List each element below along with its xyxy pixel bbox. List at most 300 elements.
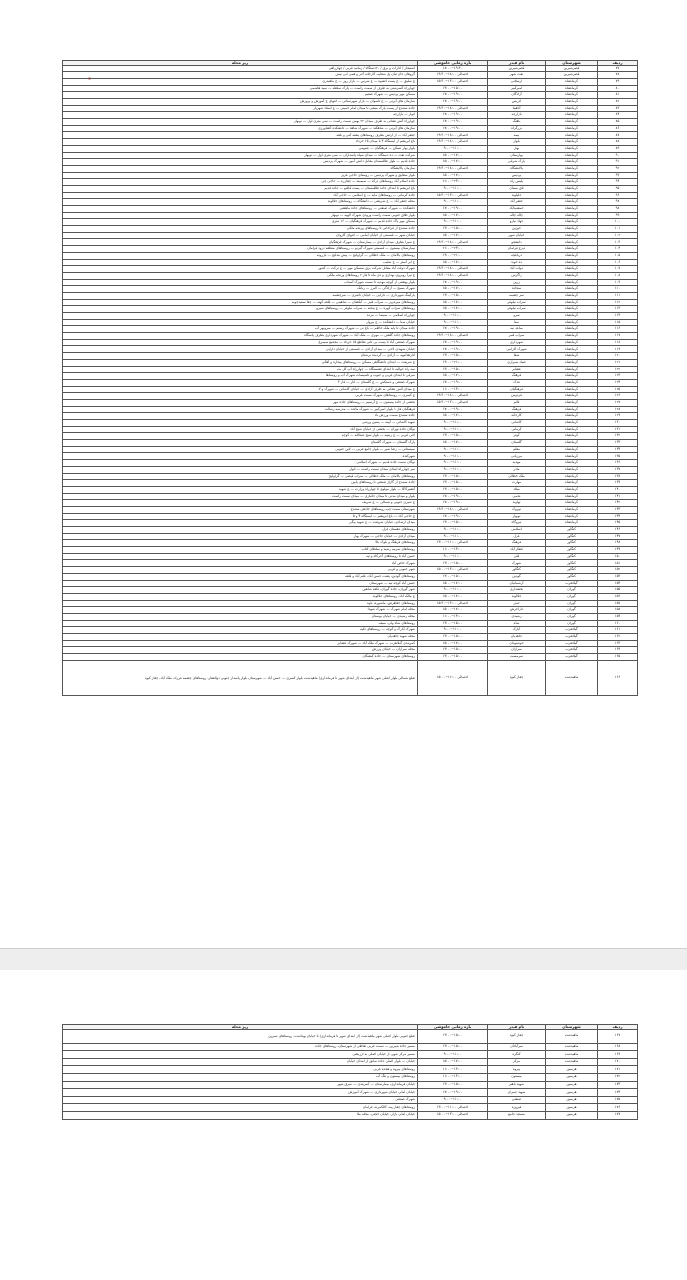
cell-feeder: بیستون: [488, 1073, 546, 1081]
cell-row-number: ۱۲۰: [598, 353, 638, 360]
cell-row-number: ۱۶۴: [598, 647, 638, 654]
cell-time: ۱۵:۰۰−۱۷:۰۰: [418, 413, 488, 420]
cell-row-number: ۱۶۸: [598, 1043, 638, 1051]
cell-row-number: ۱۴۲: [598, 500, 638, 507]
header-city: شهرستان: [546, 1025, 598, 1030]
cell-row-number: ۱۲۲: [598, 366, 638, 373]
cell-row-number: ۹۰: [598, 152, 638, 159]
cell-area: شهرستان سمت چپ روستاهای جادهی سنندج: [63, 506, 418, 513]
cell-time: ۱۳:۰۰−۱۵:۰۰: [418, 433, 488, 440]
cell-row-number: ۱۶۶: [598, 660, 638, 695]
cell-city: ماهیدشت: [546, 1043, 598, 1051]
cell-row-number: ۱۳۴: [598, 446, 638, 453]
table-row: [63, 547, 638, 554]
cell-city: کرمانشاه: [546, 386, 598, 393]
cell-row-number: ۱۱۶: [598, 326, 638, 333]
table-row: [63, 587, 638, 594]
cell-area: روستاهای پیروه و هجده غربی: [63, 1066, 418, 1074]
cell-area: روستاهای جغاهرش، ماشوره، باوه: [63, 600, 418, 607]
table-row: [63, 346, 638, 353]
cell-area: ضلع جنوبی بلوار اصلی شهر ماهیدشت (از ابتدای شهر تا فرمانداری) تا خیابان بهداشت، روستاهای شیرین: [63, 1029, 418, 1043]
cell-row-number: ۱۵۸: [598, 607, 638, 614]
cell-time: ۹:۰۰−۱۱:۰۰: [418, 199, 488, 206]
cell-area: خیابان — بلوار اصلی جاده سابق از ابتدای خیابان: [63, 1058, 418, 1066]
cell-row-number: ۱۶۳: [598, 640, 638, 647]
cell-feeder: ده خوند: [488, 259, 546, 266]
cell-area: انوار — بازارچه: [63, 112, 418, 119]
table-row: [63, 165, 638, 172]
cell-row-number: ۹۸: [598, 206, 638, 213]
cell-feeder: بهارستان: [488, 152, 546, 159]
cell-row-number: ۱۱۹: [598, 346, 638, 353]
table-row: [63, 206, 638, 213]
cell-city: گیلانغرب: [546, 640, 598, 647]
cell-area: شهرک صنعتی و دستکش — ج گلستان — انار — فاز ۳: [63, 379, 418, 386]
table-row: [63, 199, 638, 206]
table-row: [63, 600, 638, 607]
cell-feeder: گلستان: [488, 440, 546, 447]
table-row: [63, 232, 638, 239]
cell-time: ۱۷:۰۰−۱۹:۰۰: [418, 1089, 488, 1097]
header-feeder: نام فیدر: [488, 61, 546, 66]
table-row: [63, 1066, 638, 1074]
table-row: [63, 145, 638, 152]
cell-time: ۱۵:۰۰−۱۷:۰۰: [418, 232, 488, 239]
cell-time: ۱۵:۰۰−۱۷:۰۰: [418, 440, 488, 447]
cell-feeder: سراب قنبر: [488, 333, 546, 340]
cell-area: شهرکنده: [63, 453, 418, 460]
cell-time: احتمالی ۱۸:۰۰−۱۹:۳۰: [418, 333, 488, 340]
table-row: [63, 333, 638, 340]
cell-area: چهارراه آتش نشانی به طرف میدان ۲۲ بهمن سمت راست — سی متری اول — نوبهار: [63, 119, 418, 126]
cell-area: شهرک دولت آباد مقابل شرکت برق سسکن مهر — ج ترکت — کنتور: [63, 266, 418, 273]
cell-feeder: امیرکبیر: [488, 85, 546, 92]
cell-row-number: ۱۵۰: [598, 553, 638, 560]
cell-city: کرمانشاه: [546, 119, 598, 126]
cell-area: روستاهای بالامان — ملک خطائی — گراولیج — پیش بندلیج — بازرونه: [63, 252, 418, 259]
table-row: [63, 567, 638, 574]
cell-feeder: کارخانه: [488, 413, 546, 420]
cell-time: احتمالی ۱۱:۰۰−۱۳:۰۰: [418, 540, 488, 547]
cell-area: جعفر آباد — از ارتش بطرف روستاهای پشته کنی و بلقه: [63, 132, 418, 139]
table-row: [63, 132, 638, 139]
cell-city: کرمانشاه: [546, 259, 598, 266]
cell-city: کرمانشاه: [546, 393, 598, 400]
cell-feeder: سرو: [488, 313, 546, 320]
cell-time: ۱۵:۰۰−۱۷:۰۰: [418, 640, 488, 647]
cell-city: کرمانشاه: [546, 185, 598, 192]
cell-row-number: ۱۴۵: [598, 520, 638, 527]
cell-area: شهرک آبارک و کوچه — روستاهای تکیه: [63, 627, 418, 634]
cell-time: ۹:۰۰−۱۱:۰۰: [418, 587, 488, 594]
cell-time: ۱۳:۰۰−۱۵:۰۰: [418, 620, 488, 627]
table-row: [63, 440, 638, 447]
table-row: [63, 172, 638, 179]
cell-city: کرمانشاه: [546, 99, 598, 106]
cell-feeder: مادر: [488, 466, 546, 473]
cell-feeder: جهاد نیارو: [488, 219, 546, 226]
cell-area: محله رشیدی — خیابان بوستان: [63, 613, 418, 620]
cell-row-number: ۱۰۴: [598, 246, 638, 253]
cell-feeder: سرازان: [488, 647, 546, 654]
table-row: [63, 433, 638, 440]
cell-city: کرمانشاه: [546, 486, 598, 493]
cell-time: ۹:۰۰−۱۱:۰۰: [418, 460, 488, 467]
cell-row-number: ۱۲۳: [598, 373, 638, 380]
cell-area: ج حاجی آباد — باغ ابریشم — ایستگاه ۴ و ۵: [63, 513, 418, 520]
cell-feeder: سرآبادان: [488, 1043, 546, 1051]
cell-time: احتمالی ۱۳:۰۰−۱۵:۳۰: [418, 78, 488, 85]
cell-row-number: ۱۵۴: [598, 580, 638, 587]
cell-city: کرمانشاه: [546, 379, 598, 386]
cell-time: ۹:۰۰−۱۱:۰۰: [418, 313, 488, 320]
cell-feeder: چغاز کبود: [488, 1029, 546, 1043]
cell-time: ۹:۰۰−۱۱:۰۰: [418, 627, 488, 634]
table-row: [63, 179, 638, 186]
header-feeder: نام فیدر: [488, 1025, 546, 1030]
cell-city: کرمانشاه: [546, 453, 598, 460]
table-row: [63, 1051, 638, 1059]
cell-feeder: فرهنگیان: [488, 386, 546, 393]
cell-feeder: نوبهار: [488, 513, 546, 520]
cell-city: کرمانشاه: [546, 319, 598, 326]
table-row: [63, 560, 638, 567]
cell-row-number: ۸۷: [598, 132, 638, 139]
cell-area: شهرک صنعتی آباد تا پست بی ثانی تقاطع ۱۵ خرداد — مجتمع سیمرغ: [63, 339, 418, 346]
cell-row-number: ۸۵: [598, 119, 638, 126]
header-row-number: ردیف: [598, 61, 638, 66]
cell-area: شرکت نفت — ده دستگاه — میدان سپاه پاسداران — سی متری اول — نوبهار: [63, 152, 418, 159]
cell-time: احتمالی ۱۳:۰۰−۱۵:۳۰: [418, 399, 488, 406]
cell-row-number: ۹۷: [598, 199, 638, 206]
cell-area: لانی غربی — ج زینبیه — بلوار شیخ عبدالله — کوچه: [63, 433, 418, 440]
cell-area: پارک گلستان — شهرک گلستان: [63, 440, 418, 447]
cell-area: مسیر مرکز شهر، از خیابان اصلی به ارزیشی: [63, 1051, 418, 1059]
cell-city: کنگاور: [546, 553, 598, 560]
cell-area: شهرک صنعتی: [63, 1096, 418, 1104]
cell-city: کرمانشاه: [546, 206, 598, 213]
cell-feeder: میلاد: [488, 486, 546, 493]
cell-feeder: زاگرس: [488, 272, 546, 279]
cell-area: ادارهدامهه — آزادی — گردیده برشتان: [63, 353, 418, 360]
cell-time: ۱۳:۰۰−۱۵:۰۰: [418, 226, 488, 233]
cell-feeder: آرشمانیان: [488, 580, 546, 587]
cell-feeder: فرهنگ: [488, 373, 546, 380]
cell-feeder: کوثر: [488, 433, 546, 440]
cell-time: ۱۵:۰۰−۱۷:۰۰: [418, 306, 488, 313]
cell-feeder: سر چشمه: [488, 292, 546, 299]
cell-area: روستاهای جاده گلشن — مهری — ملک آباد — شهرک شهرداری بطرف پاسگاه: [63, 333, 418, 340]
cell-time: ۱۹:۰۰−۲۱:۰۰: [418, 252, 488, 259]
cell-time: ۹:۰۰−۱۱:۰۰: [418, 533, 488, 540]
cell-feeder: شهرداری: [488, 339, 546, 346]
table-row: [63, 272, 638, 279]
cell-area: جاده میدان تا پایه ملک خاطم — باغ نی — شهرک رستم — سرونهر آب: [63, 326, 418, 333]
cell-area: ضلع شمالی بلوار اصلی شهر ماهیدشت (از ابتدای شهر تا فرمانداری) ماهیدشت بلوار کسری — حسن آباد — شهرستان بلوار پاسدار جنوبی ذوالفقار، روستاهای چشمه فرزاد، ملک آباد، چغاز کبود: [63, 660, 418, 695]
cell-row-number: ۱۷۰: [598, 1058, 638, 1066]
cell-city: کرمانشاه: [546, 520, 598, 527]
table-body-page-1: [63, 65, 638, 695]
cell-city: کرمانشاه: [546, 165, 598, 172]
cell-time: احتمالی ۱۸:۰۰−۱۹:۳۰: [418, 105, 488, 112]
cell-area: مسکن مهر پاک جاده قدیم — شهرک فرهنگیان — ۱۶ متری: [63, 219, 418, 226]
cell-area: روستاهای شهرستان — جاده کیشکان: [63, 654, 418, 661]
table-row: [63, 486, 638, 493]
table-row: [63, 460, 638, 467]
cell-feeder: حیدر: [488, 600, 546, 607]
table-row: [63, 634, 638, 641]
cell-area: حسن آباد کوچه تپه — شهرستان: [63, 580, 418, 587]
cell-row-number: ۱۱۲: [598, 299, 638, 306]
cell-time: احتمالی ۱۸:۰۰−۱۹:۳۰: [418, 132, 488, 139]
cell-time: ۱۷:۰۰−۱۹:۰۰: [418, 379, 488, 386]
cell-row-number: ۱۱۸: [598, 339, 638, 346]
cell-area: بلوار شقایق و شهرک پردیس — روستای حاجی عزیز: [63, 172, 418, 179]
cell-feeder: نهاوند: [488, 500, 546, 507]
cell-city: کرمانشاه: [546, 359, 598, 366]
cell-city: کرمانشاه: [546, 85, 598, 92]
cell-area: نوکان جاده تهران — بخشی از خیابان شیخ آباد: [63, 426, 418, 433]
cell-time: ۱۷:۰۰−۱۹:۰۰: [418, 99, 488, 106]
cell-time: ۱۱:۰۰−۱۳:۰۰: [418, 547, 488, 554]
cell-city: کرمانشاه: [546, 266, 598, 273]
cell-time: ۱۷:۰۰−۱۹:۰۰: [418, 493, 488, 500]
cell-row-number: ۸۰: [598, 85, 638, 92]
cell-row-number: ۸۲: [598, 99, 638, 106]
cell-time: ۱۵:۰۰−۱۷:۰۰: [418, 1058, 488, 1066]
cell-city: کرمانشاه: [546, 78, 598, 85]
cell-row-number: ۸۶: [598, 125, 638, 132]
cell-row-number: ۹۳: [598, 172, 638, 179]
cell-time: ۱۱:۰۰−۱۳:۰۰: [418, 613, 488, 620]
cell-time: ۱۱:۰۰−۱۳:۰۰: [418, 1073, 488, 1081]
cell-feeder: گودین: [488, 573, 546, 580]
cell-city: گوران: [546, 587, 598, 594]
cell-feeder: آزادگان: [488, 92, 546, 99]
table-row: [63, 399, 638, 406]
cell-city: گوران: [546, 620, 598, 627]
cell-city: کرمانشاه: [546, 239, 598, 246]
cell-feeder: قطار آباد: [488, 547, 546, 554]
cell-time: ۹:۰۰−۱۱:۰۰: [418, 466, 488, 473]
cell-time: ۱۳:۰۰−۱۵:۰۰: [418, 473, 488, 480]
table-row: [63, 473, 638, 480]
cell-feeder: غزل: [488, 533, 546, 540]
cell-row-number: ۱۳۱: [598, 426, 638, 433]
cell-row-number: ۱۰۵: [598, 252, 638, 259]
cell-time: ۱۵:۰۰−۱۷:۰۰: [418, 152, 488, 159]
cell-row-number: ۱۱۱: [598, 292, 638, 299]
cell-row-number: ۱۳۵: [598, 453, 638, 460]
cell-city: گوران: [546, 600, 598, 607]
cell-time: احتمالی ۱۸:۰۰−۱۹:۳۰: [418, 393, 488, 400]
table-row: [63, 219, 638, 226]
cell-city: کرمانشاه: [546, 426, 598, 433]
table-row: [63, 413, 638, 420]
cell-row-number: ۱۴۷: [598, 533, 638, 540]
table-row: [63, 593, 638, 600]
cell-area: روستاهای فرهنگ و بلوک بالا: [63, 540, 418, 547]
cell-row-number: ۱۲۸: [598, 406, 638, 413]
cell-feeder: پالایشگاه: [488, 165, 546, 172]
table-row: [63, 339, 638, 346]
cell-row-number: ۱۳۶: [598, 460, 638, 467]
cell-time: احتمالی ۱۳:۰۰−۱۵:۰۰: [418, 1111, 488, 1119]
cell-city: کرمانشاه: [546, 500, 598, 507]
cell-city: کرمانشاه: [546, 446, 598, 453]
cell-area: بخشی از جاده بیستون — ج آرسیم — روستاهای جاده مهر: [63, 399, 418, 406]
cell-city: کرمانشاه: [546, 139, 598, 146]
cell-row-number: ۱۲۱: [598, 359, 638, 366]
cell-city: کرمانشاه: [546, 313, 598, 320]
cell-city: کرمانشاه: [546, 292, 598, 299]
table-row: [63, 78, 638, 85]
cell-row-number: ۷۷: [598, 65, 638, 72]
header-city: شهرستان: [546, 61, 598, 66]
cell-city: کرمانشاه: [546, 152, 598, 159]
cell-city: کنگاور: [546, 573, 598, 580]
table-row: [63, 1029, 638, 1043]
page-separator: [0, 948, 687, 972]
table-row: [63, 607, 638, 614]
cell-row-number: ۱۳۷: [598, 466, 638, 473]
cell-area: روستاهای بالامان — ملک خطائی — سراب فیضی — گراولیج: [63, 473, 418, 480]
cell-row-number: ۱۲۷: [598, 399, 638, 406]
table-row: [63, 152, 638, 159]
cell-row-number: ۱۱۵: [598, 319, 638, 326]
cell-time: ۱۷:۰۰−۱۹:۰۰: [418, 279, 488, 286]
table-row: [63, 386, 638, 393]
table-row: [63, 1089, 638, 1097]
cell-city: کرمانشاه: [546, 159, 598, 166]
cell-area: روستاهای چقاز پیه، کالکمرند، فرامان: [63, 1104, 418, 1112]
cell-area: سر چهارراه ابتدای میدان سمت راست — انوار: [63, 466, 418, 473]
cell-city: کرمانشاه: [546, 326, 598, 333]
cell-city: کرمانشاه: [546, 473, 598, 480]
cell-area: جاده سنندج از قراخانی تا روستاهای ورنجه ملکی: [63, 226, 418, 233]
cell-row-number: ۱۷۵: [598, 1096, 638, 1104]
table-row: [63, 92, 638, 99]
cell-row-number: ۱۰۸: [598, 272, 638, 279]
cell-city: گیلانغرب: [546, 634, 598, 641]
table-row: [63, 99, 638, 106]
cell-time: ۱۵:۰۰−۱۷:۰۰: [418, 286, 488, 293]
table-row: [63, 125, 638, 132]
cell-row-number: ۱۳۸: [598, 473, 638, 480]
cell-feeder: معلم: [488, 446, 546, 453]
cell-feeder: پیروه: [488, 1066, 546, 1074]
cell-time: ۱۵:۰۰−۱۷:۰۰: [418, 607, 488, 614]
cell-area: دانشکده — شهرک صنعتی — روستاهای جاده ماهشی: [63, 206, 418, 213]
cell-time: ۱۵:۰۰−۱۷:۰۰: [418, 373, 488, 380]
cell-area: بیمارستان بیستون — قسمتی شهرک گیرنو — روستاهای منطقه درود فرامان: [63, 246, 418, 253]
cell-row-number: ۱۵۳: [598, 573, 638, 580]
table-row: [63, 373, 638, 380]
cell-area: باغ ابریشم تا ابتدای جاده طاقبستان — پست قاقتو — جاده قدیم: [63, 185, 418, 192]
cell-time: ۱۳:۰۰−۱۵:۰۰: [418, 560, 488, 567]
cell-feeder: ادریس: [488, 99, 546, 106]
cell-city: هرسین: [546, 1096, 598, 1104]
cell-time: احتمالی ۱۳:۰۰−۱۵:۳۰: [418, 600, 488, 607]
table-row: [63, 239, 638, 246]
cell-city: کرمانشاه: [546, 226, 598, 233]
cell-time: ۹:۰۰−۱۱:۰۰: [418, 527, 488, 534]
table-row: [63, 299, 638, 306]
cell-row-number: ۱۲۵: [598, 386, 638, 393]
table-row: [63, 212, 638, 219]
cell-area: ج شریعت — ابتدای دانشگاهی مسکن — روستاهای پیجاره و آهکی: [63, 359, 418, 366]
cell-time: ۹:۰۰−۱۱:۰۰: [418, 453, 488, 460]
cell-row-number: ۱۵۱: [598, 560, 638, 567]
cell-area: شهر جنوبی و غربی: [63, 567, 418, 574]
cell-row-number: ۱۲۶: [598, 393, 638, 400]
cell-feeder: نجمی: [488, 493, 546, 500]
cell-feeder: سراب نیلوفر: [488, 306, 546, 313]
cell-feeder: سجاده: [488, 286, 546, 293]
cell-city: ماهیدشت: [546, 1051, 598, 1059]
cell-city: گوران: [546, 613, 598, 620]
table-row: [63, 192, 638, 199]
cell-feeder: ملک خطائی: [488, 473, 546, 480]
cell-row-number: ۹۶: [598, 192, 638, 199]
table-row: [63, 259, 638, 266]
cell-city: کرمانشاه: [546, 306, 598, 313]
cell-city: هرسین: [546, 1111, 598, 1119]
cell-city: کرمانشاه: [546, 272, 598, 279]
cell-time: ۹:۰۰−۱۱:۰۰: [418, 1051, 488, 1059]
cell-row-number: ۹۹: [598, 212, 638, 219]
cell-city: گیلانغرب: [546, 647, 598, 654]
cell-city: کرمانشاه: [546, 246, 598, 253]
cell-feeder: شاه: [488, 620, 546, 627]
cell-city: قصرشیرین: [546, 72, 598, 79]
cell-feeder: بلوار: [488, 139, 546, 146]
cell-feeder: فرهنگ: [488, 406, 546, 413]
cell-feeder: جلالوند: [488, 593, 546, 600]
cell-time: ۱۵:۰۰−۱۷:۰۰: [418, 159, 488, 166]
cell-row-number: ۷۹: [598, 78, 638, 85]
cell-area: جاده قدیم — بلوار طاقبستان مقابل دانش آموز — شهرک پردیس: [63, 159, 418, 166]
table-row: [63, 493, 638, 500]
table-row: [63, 226, 638, 233]
cell-feeder: مسجد جامع: [488, 1111, 546, 1119]
cell-row-number: ۱۶۹: [598, 1051, 638, 1059]
cell-row-number: ۱۴۸: [598, 540, 638, 547]
cell-area: حسن آباد تا روستاهای آجرکاه و تپه: [63, 553, 418, 560]
cell-city: کرمانشاه: [546, 493, 598, 500]
cell-feeder: فرهنگ: [488, 540, 546, 547]
cell-time: ۱۳:۰۰−۱۵:۰۰: [418, 1043, 488, 1051]
cell-city: کرمانشاه: [546, 353, 598, 360]
table-row: [63, 1111, 638, 1119]
cell-city: گوران: [546, 607, 598, 614]
cell-feeder: سراب نیلوفر: [488, 299, 546, 306]
cell-area: خیابان فرمانداری، بیمارستان — کمربندی — شرق شهر: [63, 1081, 418, 1089]
cell-city: گوران: [546, 593, 598, 600]
cell-area: چهارراه اسلامی — سینما — مزده: [63, 313, 418, 320]
cell-city: کرمانشاه: [546, 480, 598, 487]
cell-row-number: ۱۱۴: [598, 313, 638, 320]
cell-city: گیلانغرب: [546, 654, 598, 661]
cell-city: کنگاور: [546, 527, 598, 534]
cell-area: روستاهای دهستان غزل: [63, 527, 418, 534]
cell-time: ۹:۰۰−۱۱:۰۰: [418, 426, 488, 433]
cell-city: کرمانشاه: [546, 460, 598, 467]
cell-area: گروهان جان ثیان پل شغاپه، کارخانه آجر و همی ابی نیش: [63, 72, 418, 79]
cell-row-number: ۱۵۲: [598, 567, 638, 574]
cell-city: کرمانشاه: [546, 179, 598, 186]
cell-city: کرمانشاه: [546, 199, 598, 206]
